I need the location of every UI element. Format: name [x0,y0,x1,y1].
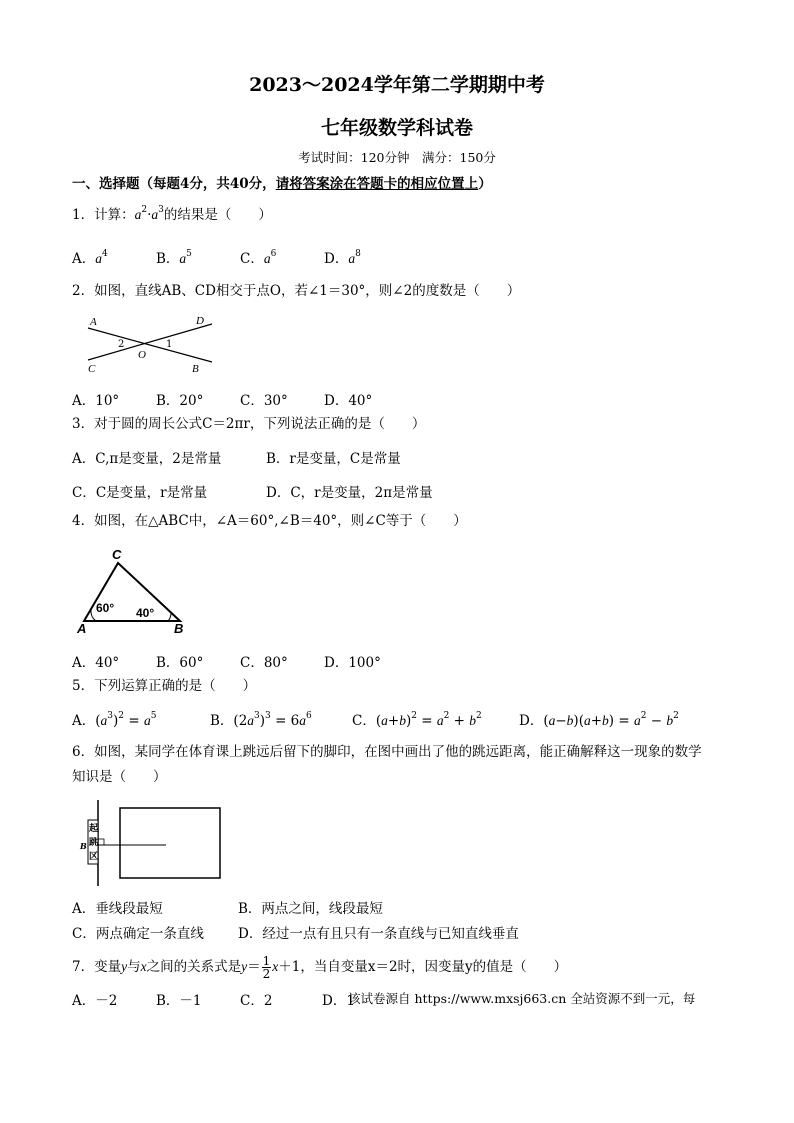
intersecting-lines-figure [82,310,222,374]
question-6-stem-line1: 6．如图，某同学在体育课上跳远后留下的脚印，在图中画出了他的跳远距离，能正确解释这一现象的数学 [72,744,702,760]
q3-option-b[interactable]: B．r是变量，C是常量 [266,451,401,467]
long-jump-figure [78,800,228,890]
triangle-figure [74,545,194,635]
q6-option-a[interactable]: A．垂线段最短 [72,901,163,917]
angle-2-label: 2 [118,339,125,350]
question-2-stem: 2．如图，直线AB、CD相交于点O，若∠1＝30°，则∠2的度数是（ ） [72,283,521,299]
exam-subtitle: 七年级数学科试卷 [320,117,473,139]
question-3-stem: 3．对于圆的周长公式C＝2πr，下列说法正确的是（ ） [72,416,426,432]
q4-option-d[interactable]: D．100° [324,655,381,671]
q3-option-c[interactable]: C．C是变量，r是常量 [72,485,208,501]
q7-option-b[interactable]: B．－1 [156,993,202,1009]
question-6-stem-line2: 知识是（ ） [72,769,167,785]
fraction-one-half: $\frac{1}{2}$ [262,954,271,981]
label-c: C [88,363,96,374]
q3-option-d[interactable]: D．C，r是变量，2π是常量 [266,485,433,501]
angle-1-label: 1 [166,339,173,350]
q4-option-c[interactable]: C．80° [240,655,288,671]
q5-option-d[interactable]: D．$(a-b)(a+b) = a^2 - b^2$ [519,711,679,729]
label-a: A [90,316,97,328]
source-watermark-text: 该试卷源自 https://www.mxsj663.cn 全站资源不到一元，每 [348,991,696,1006]
label-b: B [80,841,87,851]
zone-char-3: 区 [89,852,99,862]
angle-a-label: 60° [96,601,115,615]
exam-title: 2023～2024学年第二学期期中考 [249,74,545,96]
q2-option-c[interactable]: C．30° [240,393,288,409]
angle-b-label: 40° [136,606,155,620]
q6-option-c[interactable]: C．两点确定一条直线 [72,926,204,942]
zone-char-1: 起 [89,824,99,834]
question-1-stem: 1．计算：$a^2\cdot a^3$的结果是（ ） [72,205,272,223]
q7-option-c[interactable]: C．2 [240,993,273,1009]
label-o: O [138,349,146,361]
q5-option-c[interactable]: C．$(a+b)^2 = a^2 + b^2$ [352,711,482,729]
q5-option-a[interactable]: A．$(a^3)^2 = a^5$ [72,711,157,729]
q2-option-a[interactable]: A．10° [72,393,120,409]
q4-option-a[interactable]: A．40° [72,655,120,671]
q4-option-b[interactable]: B．60° [156,655,204,671]
label-b: B [174,621,184,635]
q7-option-d[interactable]: D．1 [322,993,355,1009]
exam-info: 考试时间：120分钟 满分：150分 [298,150,496,165]
label-a: A [77,621,87,635]
label-d: D [196,315,204,327]
question-5-stem: 5．下列运算正确的是（ ） [72,678,257,694]
section-heading: 一、选择题（每题4分，共40分，请将答案涂在答题卡的相应位置上） [72,176,492,192]
question-4-stem: 4．如图，在△ABC中，∠A＝60°,∠B＝40°，则∠C等于（ ） [72,513,467,529]
zone-char-2: 跳 [89,838,99,848]
q1-option-c[interactable]: C．$a^6$ [240,249,277,267]
section-heading-underlined: 请将答案涂在答题卡的相应位置上 [275,176,479,192]
q1-option-b[interactable]: B．$a^5$ [156,249,192,267]
q3-option-a[interactable]: A．C,π是变量，2是常量 [72,451,222,467]
q5-option-b[interactable]: B．$(2a^3)^3 = 6a^6$ [210,711,312,729]
q6-option-d[interactable]: D．经过一点有且只有一条直线与已知直线垂直 [238,926,519,942]
q7-option-a[interactable]: A．－2 [72,993,118,1009]
q1-option-d[interactable]: D．$a^8$ [324,249,361,267]
q2-option-d[interactable]: D．40° [324,393,373,409]
q2-option-b[interactable]: B．20° [156,393,204,409]
q1-option-a[interactable]: A．$a^4$ [72,249,108,267]
q6-option-b[interactable]: B．两点之间，线段最短 [238,901,383,917]
question-7-stem: 7．变量y与x之间的关系式是y＝ $\frac{1}{2}$ x＋1，当自变量x＝2时，因变量y的值是（ ） [72,954,568,981]
label-c: C [112,547,122,562]
label-b: B [192,363,199,374]
